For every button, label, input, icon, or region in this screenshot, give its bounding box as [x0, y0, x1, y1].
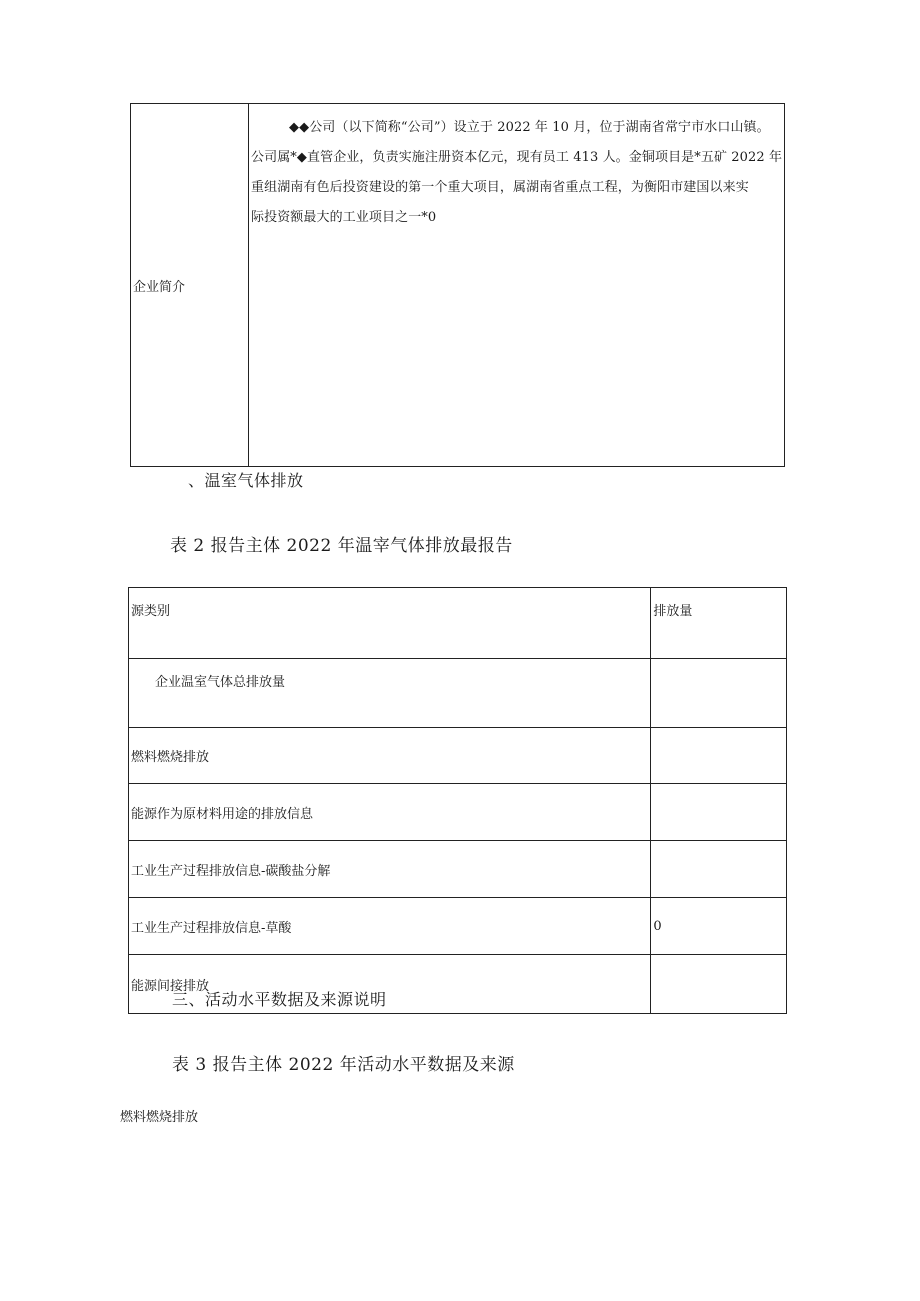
table-row: [129, 898, 787, 955]
row-value: [651, 728, 787, 784]
row-value: 0: [651, 898, 787, 955]
header-value: 排放量: [651, 588, 787, 659]
profile-line-text: 公司属*◆直管企业，负责实施注册资本亿元，现有员工 413 人。金铜项目是*五矿 2022 年: [251, 150, 783, 165]
emissions-table: [128, 587, 787, 1014]
company-profile-table: [130, 103, 785, 467]
section-heading-activity: 三、活动水平数据及来源说明: [172, 990, 387, 1009]
fuel-combustion-label: 燃料燃烧排放: [120, 1110, 199, 1125]
profile-label: 企业简介: [133, 279, 186, 295]
row-source: 燃料燃烧排放: [129, 728, 651, 784]
table-header-row: [129, 588, 787, 659]
section-heading-ghg: 、温室气体排放: [188, 471, 304, 490]
row-value: [651, 841, 787, 898]
profile-line: [251, 113, 784, 143]
profile-label-cell: [131, 104, 249, 466]
table-row: [129, 784, 787, 841]
table-row: [129, 728, 787, 784]
row-source: 能源作为原材料用途的排放信息: [129, 784, 651, 841]
profile-line: [251, 143, 784, 173]
table-row: [129, 659, 787, 728]
table-3-caption: 表 3 报告主体 2022 年活动水平数据及来源: [172, 1055, 515, 1075]
row-value: [651, 659, 787, 728]
row-value: [651, 955, 787, 1014]
profile-line-text: 重组湖南有色后投资建设的第一个重大项目，属湖南省重点工程，为衡阳市建国以来实: [251, 180, 749, 195]
row-source: 能源间接排放: [129, 955, 651, 1014]
profile-line-text: 际投资额最大的工业项目之一*0: [251, 210, 437, 225]
profile-line: [251, 203, 784, 233]
row-source: 工业生产过程排放信息-碳酸盐分解: [129, 841, 651, 898]
row-source: 企业温室气体总排放量: [129, 659, 651, 728]
profile-line-text: ◆◆公司（以下简称“公司”）设立于 2022 年 10 月，位于湖南省常宁市水口山镇。: [289, 120, 770, 135]
profile-description-cell: [249, 104, 784, 466]
table-2-caption: 表 2 报告主体 2022 年温宰气体排放最报告: [170, 536, 513, 556]
profile-line: [251, 173, 784, 203]
table-row: [129, 841, 787, 898]
row-source: 工业生产过程排放信息-草酸: [129, 898, 651, 955]
header-source: 源类别: [129, 588, 651, 659]
row-value: [651, 784, 787, 841]
